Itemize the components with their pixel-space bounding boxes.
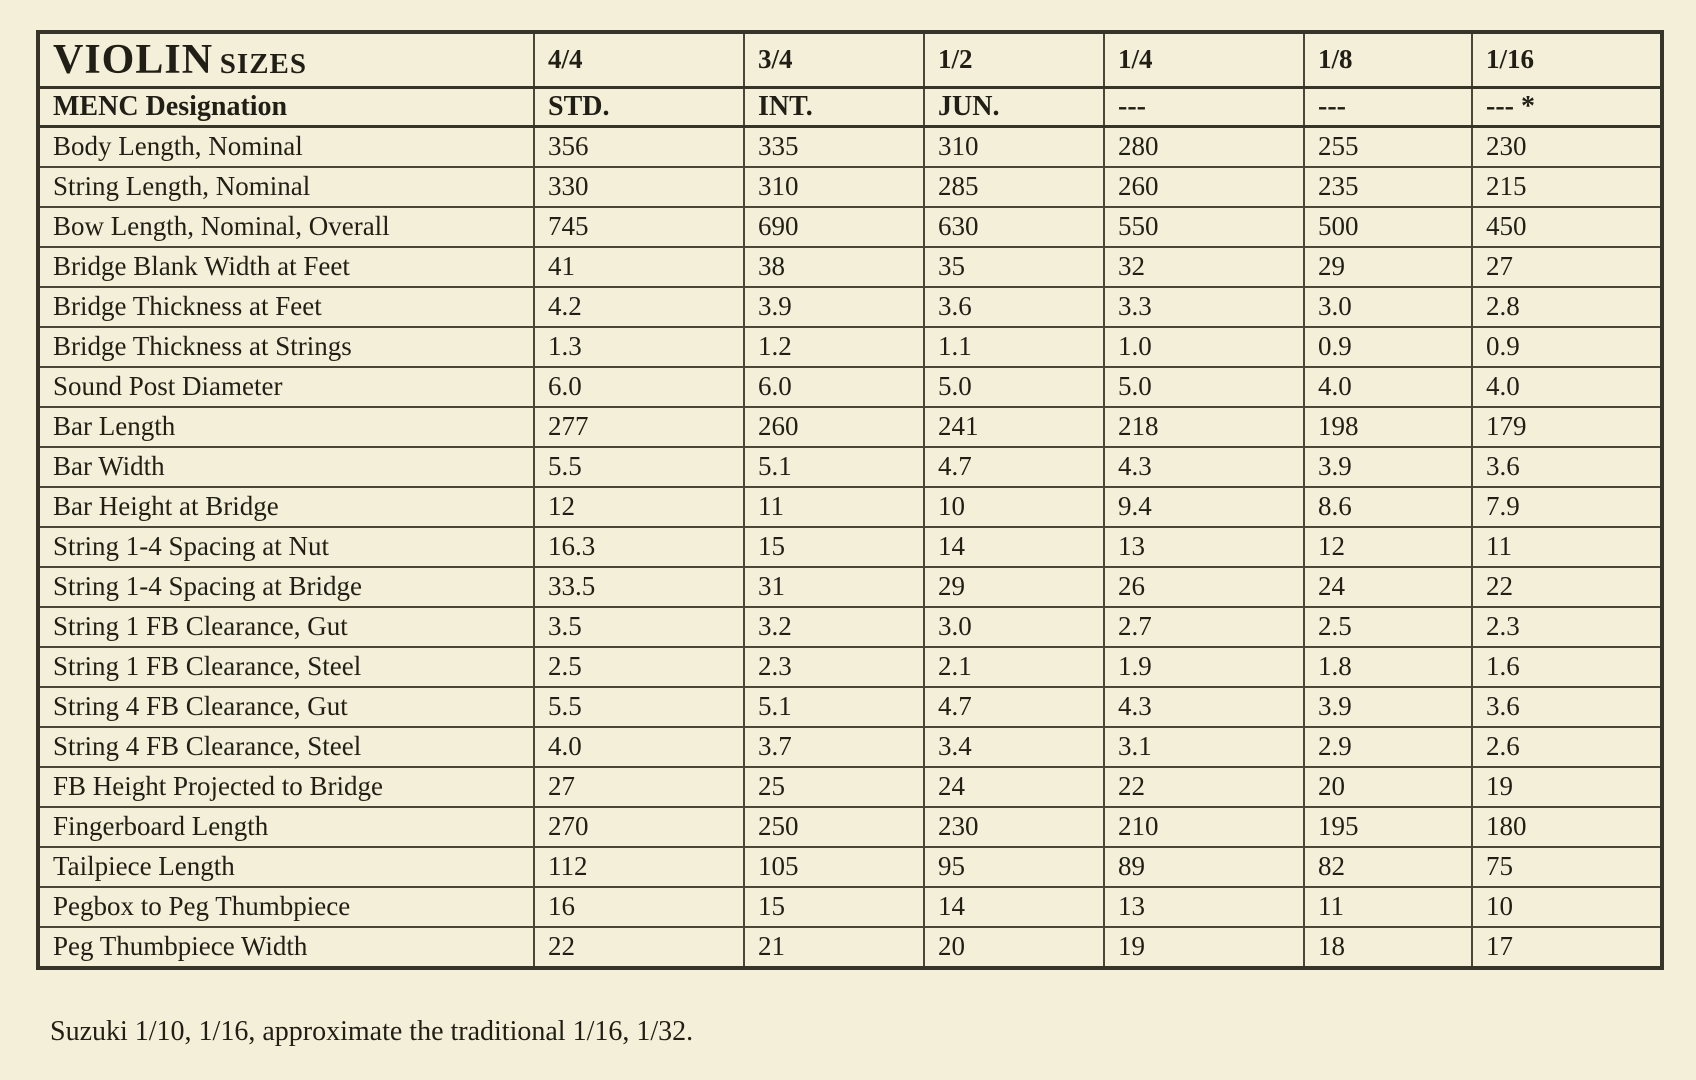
row-label: Bridge Thickness at Feet [38,287,534,327]
table-title-row [38,32,1662,88]
menc-value: JUN. [924,88,1104,127]
column-header-1-16: 1/16 [1472,32,1662,88]
measurement-value: 2.5 [534,647,744,687]
measurement-value: 3.6 [924,287,1104,327]
measurement-value: 3.6 [1472,687,1662,727]
measurement-value: 550 [1104,207,1304,247]
measurement-value: 15 [744,527,924,567]
measurement-value: 22 [1472,567,1662,607]
measurement-value: 280 [1104,127,1304,168]
measurement-value: 690 [744,207,924,247]
measurement-value: 3.2 [744,607,924,647]
measurement-value: 24 [924,767,1104,807]
measurement-value: 20 [1304,767,1472,807]
measurement-value: 19 [1472,767,1662,807]
measurement-value: 260 [1104,167,1304,207]
measurement-value: 25 [744,767,924,807]
measurement-value: 7.9 [1472,487,1662,527]
measurement-value: 3.0 [1304,287,1472,327]
measurement-value: 2.5 [1304,607,1472,647]
row-label: String 1-4 Spacing at Bridge [38,567,534,607]
measurement-value: 5.5 [534,687,744,727]
measurement-value: 3.9 [744,287,924,327]
measurement-value: 35 [924,247,1104,287]
measurement-value: 27 [1472,247,1662,287]
measurement-value: 230 [1472,127,1662,168]
menc-value: STD. [534,88,744,127]
measurement-value: 5.1 [744,447,924,487]
measurement-value: 4.7 [924,687,1104,727]
measurement-value: 4.3 [1104,447,1304,487]
measurement-value: 22 [1104,767,1304,807]
measurement-value: 2.6 [1472,727,1662,767]
measurement-value: 2.7 [1104,607,1304,647]
measurement-value: 21 [744,927,924,968]
measurement-value: 17 [1472,927,1662,968]
measurement-value: 310 [924,127,1104,168]
measurement-value: 0.9 [1472,327,1662,367]
measurement-value: 210 [1104,807,1304,847]
measurement-value: 12 [1304,527,1472,567]
menc-row-label: MENC Designation [38,88,534,127]
table-row [38,207,1662,247]
measurement-value: 14 [924,527,1104,567]
measurement-value: 3.3 [1104,287,1304,327]
measurement-value: 0.9 [1304,327,1472,367]
measurement-value: 82 [1304,847,1472,887]
measurement-rows [38,127,1662,969]
measurement-value: 2.9 [1304,727,1472,767]
column-header-1-8: 1/8 [1304,32,1472,88]
row-label: String 1 FB Clearance, Gut [38,607,534,647]
measurement-value: 5.0 [924,367,1104,407]
measurement-value: 2.3 [744,647,924,687]
measurement-value: 230 [924,807,1104,847]
measurement-value: 3.0 [924,607,1104,647]
measurement-value: 5.1 [744,687,924,727]
table-row [38,367,1662,407]
measurement-value: 26 [1104,567,1304,607]
table-row [38,287,1662,327]
measurement-value: 260 [744,407,924,447]
measurement-value: 22 [534,927,744,968]
measurement-value: 1.9 [1104,647,1304,687]
measurement-value: 3.9 [1304,687,1472,727]
measurement-value: 5.0 [1104,367,1304,407]
measurement-value: 330 [534,167,744,207]
row-label: Tailpiece Length [38,847,534,887]
measurement-value: 4.0 [1472,367,1662,407]
measurement-value: 198 [1304,407,1472,447]
measurement-value: 356 [534,127,744,168]
table-row [38,607,1662,647]
table-row [38,407,1662,447]
measurement-value: 16.3 [534,527,744,567]
table-row [38,887,1662,927]
measurement-value: 10 [1472,887,1662,927]
row-label: Bar Height at Bridge [38,487,534,527]
measurement-value: 335 [744,127,924,168]
row-label: Sound Post Diameter [38,367,534,407]
measurement-value: 24 [1304,567,1472,607]
measurement-value: 112 [534,847,744,887]
table-row [38,167,1662,207]
measurement-value: 9.4 [1104,487,1304,527]
measurement-value: 285 [924,167,1104,207]
table-row [38,647,1662,687]
measurement-value: 20 [924,927,1104,968]
measurement-value: 41 [534,247,744,287]
table-row [38,487,1662,527]
row-label: Bow Length, Nominal, Overall [38,207,534,247]
measurement-value: 1.6 [1472,647,1662,687]
measurement-value: 1.3 [534,327,744,367]
measurement-value: 33.5 [534,567,744,607]
menc-value: --- [1104,88,1304,127]
measurement-value: 89 [1104,847,1304,887]
measurement-value: 3.5 [534,607,744,647]
table-row [38,327,1662,367]
measurement-value: 31 [744,567,924,607]
measurement-value: 3.1 [1104,727,1304,767]
table-row [38,567,1662,607]
measurement-value: 277 [534,407,744,447]
column-header-4-4: 4/4 [534,32,744,88]
measurement-value: 1.8 [1304,647,1472,687]
row-label: String 4 FB Clearance, Steel [38,727,534,767]
measurement-value: 3.9 [1304,447,1472,487]
measurement-value: 3.7 [744,727,924,767]
table-row [38,527,1662,567]
row-label: String Length, Nominal [38,167,534,207]
measurement-value: 1.1 [924,327,1104,367]
measurement-value: 4.0 [1304,367,1472,407]
row-label: FB Height Projected to Bridge [38,767,534,807]
measurement-value: 250 [744,807,924,847]
measurement-value: 38 [744,247,924,287]
row-label: Bridge Thickness at Strings [38,327,534,367]
table-title-cell [38,32,534,88]
measurement-value: 18 [1304,927,1472,968]
row-label: String 1 FB Clearance, Steel [38,647,534,687]
column-header-1-2: 1/2 [924,32,1104,88]
measurement-value: 180 [1472,807,1662,847]
measurement-value: 235 [1304,167,1472,207]
row-label: Bridge Blank Width at Feet [38,247,534,287]
measurement-value: 29 [924,567,1104,607]
measurement-value: 13 [1104,527,1304,567]
menc-value: --- * [1472,88,1662,127]
measurement-value: 2.3 [1472,607,1662,647]
table-row [38,807,1662,847]
measurement-value: 13 [1104,887,1304,927]
measurement-value: 105 [744,847,924,887]
measurement-value: 1.0 [1104,327,1304,367]
table-row [38,927,1662,968]
measurement-value: 11 [1304,887,1472,927]
measurement-value: 310 [744,167,924,207]
measurement-value: 5.5 [534,447,744,487]
measurement-value: 3.4 [924,727,1104,767]
menc-value: --- [1304,88,1472,127]
table-row [38,247,1662,287]
measurement-value: 6.0 [534,367,744,407]
row-label: Body Length, Nominal [38,127,534,168]
measurement-value: 1.2 [744,327,924,367]
row-label: Fingerboard Length [38,807,534,847]
table-subtitle: SIZES [219,47,308,80]
measurement-value: 4.0 [534,727,744,767]
measurement-value: 500 [1304,207,1472,247]
measurement-value: 2.1 [924,647,1104,687]
measurement-value: 630 [924,207,1104,247]
table-row [38,727,1662,767]
measurement-value: 15 [744,887,924,927]
row-label: Bar Length [38,407,534,447]
measurement-value: 10 [924,487,1104,527]
measurement-value: 450 [1472,207,1662,247]
measurement-value: 16 [534,887,744,927]
measurement-value: 179 [1472,407,1662,447]
measurement-value: 95 [924,847,1104,887]
menc-value: INT. [744,88,924,127]
footnote: Suzuki 1/10, 1/16, approximate the traditional 1/16, 1/32. [50,1016,694,1047]
table-row [38,767,1662,807]
measurement-value: 12 [534,487,744,527]
table-title: VIOLIN [53,36,214,83]
measurement-value: 19 [1104,927,1304,968]
measurement-value: 195 [1304,807,1472,847]
table-row [38,447,1662,487]
menc-designation-row [38,88,1662,127]
measurement-value: 75 [1472,847,1662,887]
row-label: Bar Width [38,447,534,487]
violin-sizes-table [36,30,1664,970]
measurement-value: 32 [1104,247,1304,287]
measurement-value: 8.6 [1304,487,1472,527]
measurement-value: 11 [744,487,924,527]
measurement-value: 255 [1304,127,1472,168]
measurement-value: 241 [924,407,1104,447]
measurement-value: 218 [1104,407,1304,447]
measurement-value: 14 [924,887,1104,927]
measurement-value: 11 [1472,527,1662,567]
measurement-value: 29 [1304,247,1472,287]
table-row [38,127,1662,168]
measurement-value: 3.6 [1472,447,1662,487]
table-row [38,847,1662,887]
table-row [38,687,1662,727]
measurement-value: 4.3 [1104,687,1304,727]
measurement-value: 6.0 [744,367,924,407]
column-header-1-4: 1/4 [1104,32,1304,88]
measurement-value: 27 [534,767,744,807]
measurement-value: 215 [1472,167,1662,207]
measurement-value: 2.8 [1472,287,1662,327]
row-label: Pegbox to Peg Thumbpiece [38,887,534,927]
measurement-value: 745 [534,207,744,247]
measurement-value: 4.2 [534,287,744,327]
row-label: Peg Thumbpiece Width [38,927,534,968]
row-label: String 4 FB Clearance, Gut [38,687,534,727]
column-header-3-4: 3/4 [744,32,924,88]
measurement-value: 270 [534,807,744,847]
row-label: String 1-4 Spacing at Nut [38,527,534,567]
measurement-value: 4.7 [924,447,1104,487]
